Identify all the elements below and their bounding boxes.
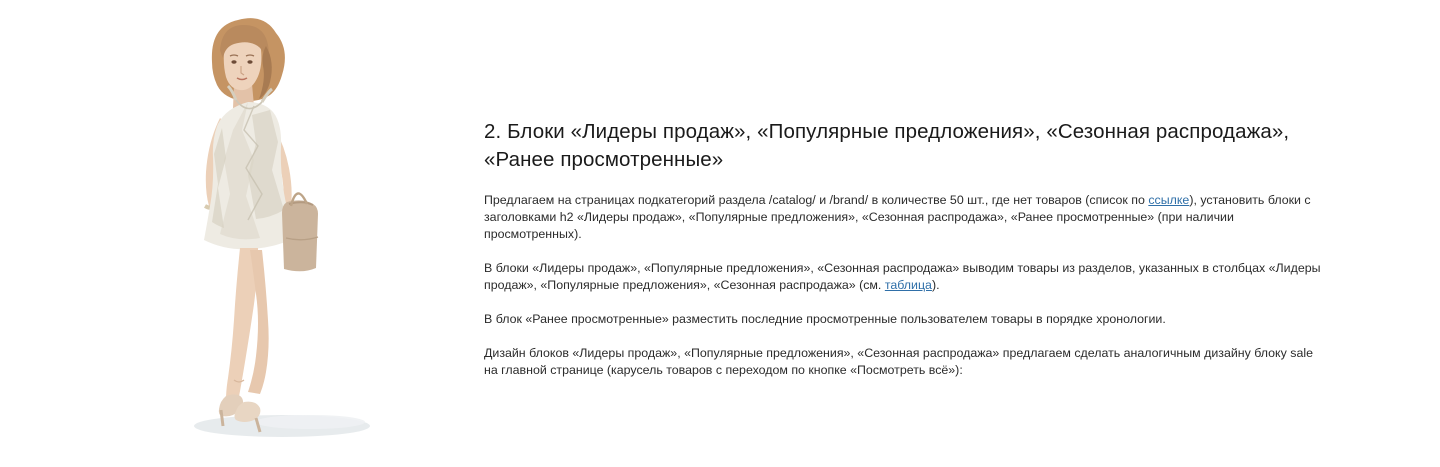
paragraph-4-text: Дизайн блоков «Лидеры продаж», «Популярные предложения», «Сезонная распродажа» предлагаем сделать аналогичным дизайну блоку sale на главной странице (карусель товаров с переходом по кнопке «Посмотреть всё»): [484,346,1313,377]
paragraph-1-text-a: Предлагаем на страницах подкатегорий раздела /catalog/ и /brand/ в количестве 50 шт., где нет товаров (список по [484,193,1149,207]
handbag [282,200,318,271]
paragraph-2-text-b: ). [931,278,940,292]
paragraph-4 [484,345,1324,379]
heel-left [221,410,223,426]
ground-shadow-2 [255,415,365,429]
paragraph-3 [484,311,1324,328]
page-title: 2. Блоки «Лидеры продаж», «Популярные предложения», «Сезонная распродажа», «Ранее просмотренные» [484,120,1290,171]
eye-right [247,60,252,63]
eye-left [231,60,236,63]
paragraph-1-text-b: ), установить блоки с заголовками h2 «Лидеры продаж», «Популярные предложения», «Сезонная распродажа», «Ранее просмотренные» (при наличии просмотренных). [484,193,1311,241]
link-tablitsa[interactable]: таблица [884,278,932,292]
paragraph-2 [484,260,1324,294]
link-ssylke[interactable]: ссылке [1148,193,1190,207]
document-content [484,118,1324,379]
fashion-sketch-illustration [150,10,450,457]
fashion-sketch-svg [150,10,450,457]
paragraph-2-text-a: В блоки «Лидеры продаж», «Популярные предложения», «Сезонная распродажа» выводим товары из разделов, указанных в столбцах «Лидеры продаж», «Популярные предложения», «Сезонная распродажа» (см. [484,261,1321,292]
paragraph-1 [484,192,1324,243]
paragraph-3-text: В блок «Ранее просмотренные» разместить последние просмотренные пользователем товары в порядке хронологии. [484,312,1166,326]
